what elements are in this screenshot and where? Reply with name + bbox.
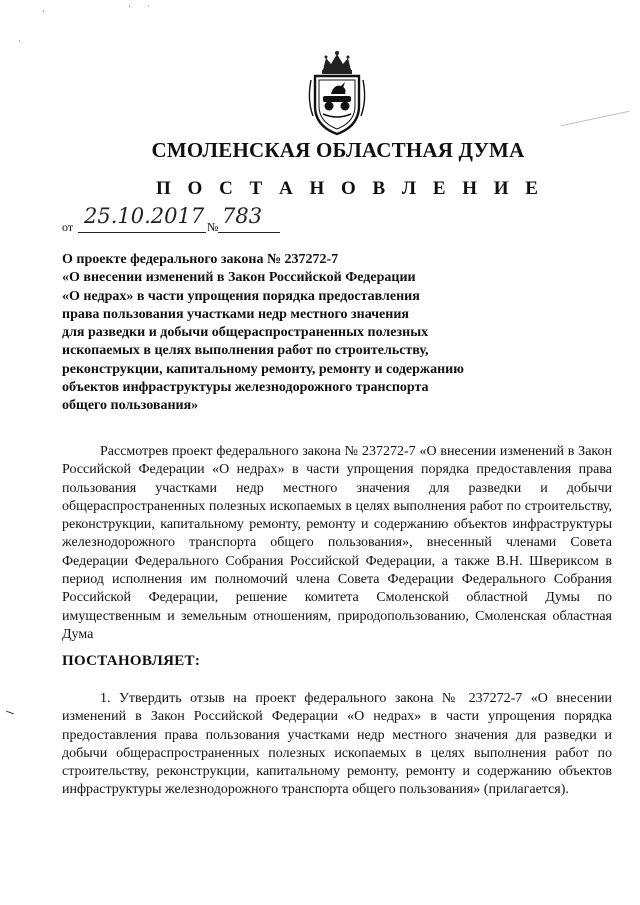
subject-line: реконструкции, капитальному ремонту, ремонту и содержанию [62,361,464,377]
number-underline [218,232,280,233]
smolensk-coat-of-arms-icon [301,50,373,136]
handwritten-date: 25.10.2017 [84,204,205,228]
organization-title: СМОЛЕНСКАЯ ОБЛАСТНАЯ ДУМА [151,138,525,162]
scan-speck: ˙ [128,4,131,14]
preamble-paragraph: Рассмотрев проект федерального закона № 237272-7 «О внесении изменений в Закон Российской Федерации «О недрах» в части упрощения порядка предоставления права пользования участками недр местного значения для разведки и добычи общераспространенных полезных ископаемых в целях выполнения работ по строительству, реконструкции, капитальному ремонту, ремонту и содержанию объектов инфраструктуры железнодорожного транспорта общего пользования», внесенный членами Совета Федерации Федерального Собрания Российской Федерации, а также В.Н. Швериксом в период исполнения им полномочий члена Совета Федерации Федерального Собрания Российской Федерации, решение комитета Смоленской областной Думы по имущественным и земельным отношениям, природопользованию, Смоленская областная Дума [62,444,612,642]
number-prefix: № [207,220,219,234]
document-type: П О С Т А Н О В Л Е Н И Е [156,178,544,199]
document-subject [62,251,522,416]
scan-artifact [6,711,14,715]
subject-line: права пользования участками недр местного значения [62,306,409,322]
subject-line: «О внесении изменений в Закон Российской Федерации [62,270,416,286]
scan-speck: · [18,36,21,46]
decree-heading: ПОСТАНОВЛЯЕТ: [62,653,201,669]
scan-speck: · [42,6,45,16]
decree-item-1: 1. Утвердить отзыв на проект федерального закона № 237272-7 «О внесении изменений в Закон Российской Федерации «О недрах» в части упрощения порядка предоставления права пользования участками недр местного значения для разведки и добычи общераспространенных полезных ископаемых в целях выполнения работ по строительству, реконструкции, капитальному ремонту, ремонту и содержанию объектов инфраструктуры железнодорожного транспорта общего пользования» (прилагается). [62,691,612,798]
subject-line: О проекте федерального закона № 237272-7 [62,252,339,267]
scan-artifact [561,111,630,127]
subject-line: ископаемых в целях выполнения работ по строительству, [62,343,429,359]
scan-speck: ˙ [147,4,150,14]
handwritten-number: 783 [222,204,263,228]
subject-line: общего пользования» [62,398,199,414]
subject-line: для разведки и добычи общераспространенных полезных [62,325,429,341]
subject-line: «О недрах» в части упрощения порядка предоставления [62,288,420,304]
date-underline [78,232,206,233]
date-prefix: от [62,220,74,234]
subject-line: объектов инфраструктуры железнодорожного транспорта [62,380,429,396]
